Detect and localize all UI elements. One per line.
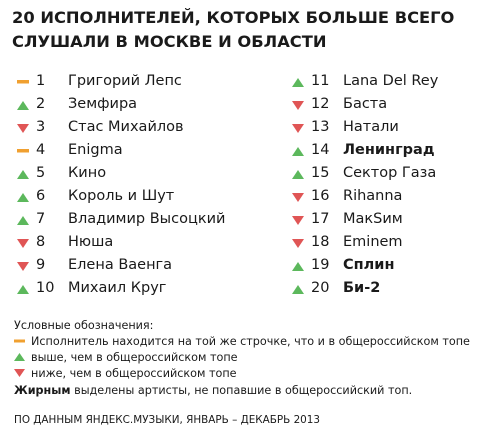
artist-row bbox=[291, 277, 491, 300]
triangle-down-icon bbox=[16, 238, 30, 248]
dash-icon bbox=[16, 146, 30, 156]
dash-icon bbox=[14, 337, 25, 345]
legend-title: Условные обозначения: bbox=[14, 319, 154, 332]
legend-down bbox=[14, 366, 237, 382]
artist-name: Елена Ваенга bbox=[68, 257, 173, 273]
artist-rank: 9 bbox=[36, 257, 46, 273]
artist-rank: 17 bbox=[311, 211, 330, 227]
triangle-down-icon bbox=[14, 369, 25, 377]
artist-rank: 15 bbox=[311, 165, 330, 181]
artist-row bbox=[291, 70, 491, 93]
artist-name: Lana Del Rey bbox=[343, 73, 439, 89]
legend-up bbox=[14, 350, 238, 366]
triangle-down-icon bbox=[16, 261, 30, 271]
artist-row bbox=[16, 231, 216, 254]
artist-row bbox=[291, 162, 491, 185]
legend-up-text: выше, чем в общероссийском топе bbox=[31, 351, 238, 364]
triangle-up-icon bbox=[291, 169, 305, 179]
artist-row bbox=[16, 162, 216, 185]
triangle-up-icon bbox=[16, 284, 30, 294]
triangle-up-icon bbox=[16, 169, 30, 179]
source-note: ПО ДАННЫМ ЯНДЕКС.МУЗЫКИ, ЯНВАРЬ – ДЕКАБРЬ 2013 bbox=[14, 414, 321, 426]
legend-bold-note bbox=[14, 383, 412, 399]
artist-name: Баста bbox=[343, 96, 388, 112]
triangle-down-icon bbox=[291, 192, 305, 202]
artist-rank: 4 bbox=[36, 142, 46, 158]
legend-same-text: Исполнитель находится на той же строчке, что и в общероссийском топе bbox=[31, 335, 470, 348]
triangle-down-icon bbox=[291, 238, 305, 248]
triangle-down-icon bbox=[16, 123, 30, 133]
artist-rank: 13 bbox=[311, 119, 330, 135]
triangle-down-icon bbox=[291, 100, 305, 110]
artist-rank: 11 bbox=[311, 73, 330, 89]
artist-name: Земфира bbox=[68, 96, 138, 112]
artist-name: Стас Михайлов bbox=[68, 119, 184, 135]
artist-row bbox=[291, 116, 491, 139]
artist-rank: 20 bbox=[311, 280, 330, 296]
artist-row bbox=[16, 139, 216, 162]
artist-rank: 3 bbox=[36, 119, 46, 135]
artist-name: Би-2 bbox=[343, 280, 381, 296]
artist-rank: 6 bbox=[36, 188, 46, 204]
artist-name: Кино bbox=[68, 165, 107, 181]
artist-name: Сплин bbox=[343, 257, 395, 273]
triangle-down-icon bbox=[291, 123, 305, 133]
artist-name: Enigma bbox=[68, 142, 123, 158]
artist-rank: 10 bbox=[36, 280, 55, 296]
page-title: 20 ИСПОЛНИТЕЛЕЙ, КОТОРЫХ БОЛЬШЕ ВСЕГО СЛУШАЛИ В МОСКВЕ И ОБЛАСТИ bbox=[12, 8, 455, 51]
artist-name: Григорий Лепс bbox=[68, 73, 182, 89]
artist-row bbox=[291, 93, 491, 116]
artist-name: Eminem bbox=[343, 234, 403, 250]
triangle-up-icon bbox=[16, 100, 30, 110]
triangle-up-icon bbox=[291, 146, 305, 156]
triangle-up-icon bbox=[291, 77, 305, 87]
artist-name: Михаил Круг bbox=[68, 280, 167, 296]
artist-row bbox=[291, 185, 491, 208]
artist-row bbox=[16, 277, 216, 300]
artist-rank: 2 bbox=[36, 96, 46, 112]
artist-name: Нюша bbox=[68, 234, 114, 250]
artist-name: Владимир Высоцкий bbox=[68, 211, 226, 227]
artist-rank: 7 bbox=[36, 211, 46, 227]
triangle-up-icon bbox=[291, 261, 305, 271]
artist-row bbox=[291, 139, 491, 162]
artist-row bbox=[291, 231, 491, 254]
artist-rank: 19 bbox=[311, 257, 330, 273]
artist-row bbox=[291, 208, 491, 231]
triangle-up-icon bbox=[16, 192, 30, 202]
dash-icon bbox=[16, 77, 30, 87]
artist-rank: 16 bbox=[311, 188, 330, 204]
triangle-up-icon bbox=[291, 284, 305, 294]
artist-rank: 8 bbox=[36, 234, 46, 250]
artist-row bbox=[16, 70, 216, 93]
artist-name: Ленинград bbox=[343, 142, 435, 158]
legend-same bbox=[14, 334, 470, 350]
triangle-up-icon bbox=[16, 215, 30, 225]
artist-row bbox=[16, 208, 226, 231]
artist-name: МакSим bbox=[343, 211, 403, 227]
artist-row bbox=[16, 116, 216, 139]
artist-row bbox=[291, 254, 491, 277]
artist-rank: 1 bbox=[36, 73, 46, 89]
artist-row bbox=[16, 185, 216, 208]
artist-name: Натали bbox=[343, 119, 399, 135]
artist-name: Король и Шут bbox=[68, 188, 175, 204]
artist-row bbox=[16, 93, 216, 116]
artists-column-left bbox=[16, 70, 226, 300]
triangle-down-icon bbox=[291, 215, 305, 225]
artists-column-right bbox=[291, 70, 491, 300]
legend-bold-rest: выделены артисты, не попавшие в общероссийский топ. bbox=[70, 384, 413, 397]
triangle-up-icon bbox=[14, 353, 25, 361]
legend-bold-word: Жирным bbox=[14, 384, 71, 397]
artist-name: Rihanna bbox=[343, 188, 403, 204]
legend-down-text: ниже, чем в общероссийском топе bbox=[31, 367, 237, 380]
artist-name: Сектор Газа bbox=[343, 165, 437, 181]
artist-rank: 5 bbox=[36, 165, 46, 181]
artist-rank: 12 bbox=[311, 96, 330, 112]
artist-rank: 14 bbox=[311, 142, 330, 158]
artist-row bbox=[16, 254, 216, 277]
artist-rank: 18 bbox=[311, 234, 330, 250]
